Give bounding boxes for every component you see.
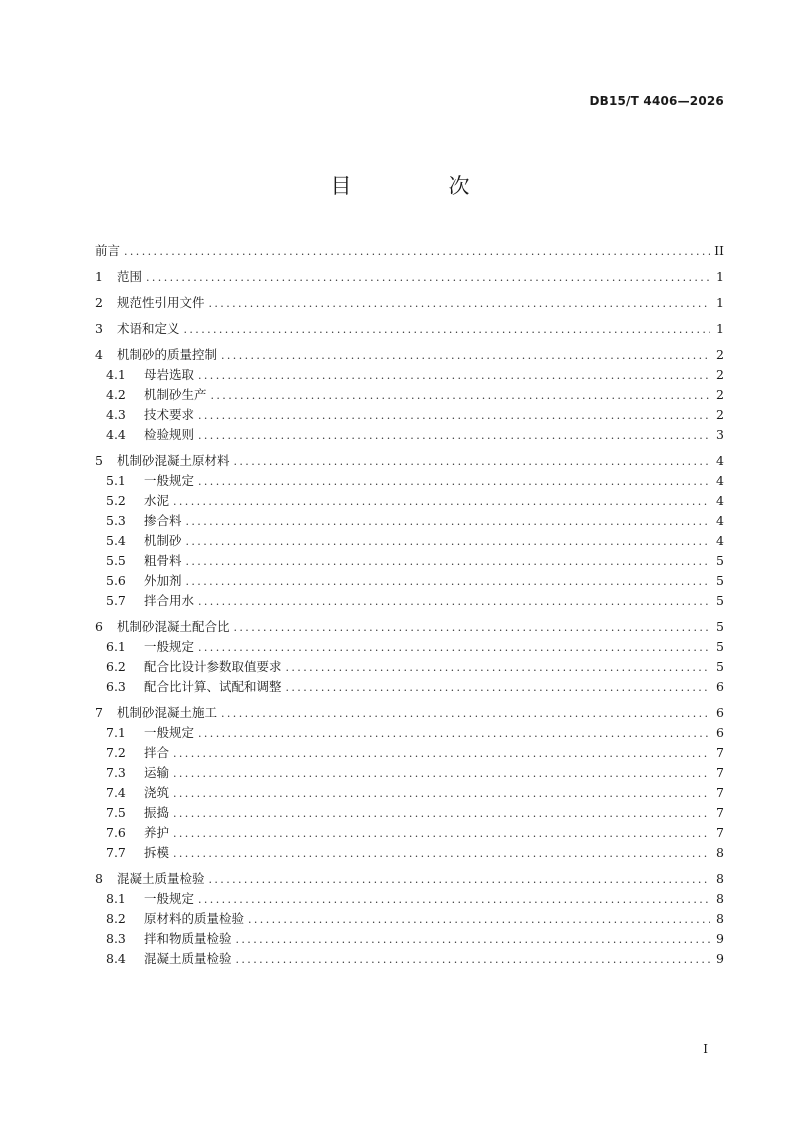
toc-entry[interactable] [95,241,724,261]
toc-entry-page: 5 [716,553,724,568]
toc-entry[interactable] [95,843,724,863]
toc-entry-title: 混凝土质量检验 [144,951,232,966]
toc-entry[interactable] [95,949,724,969]
toc-entry-number: 8.4 [106,951,126,966]
toc-entry-number: 7.7 [106,845,126,860]
toc-dot-leader [211,386,710,406]
toc-entry-title: 养护 [144,825,170,840]
toc-entry[interactable] [95,723,724,743]
toc-entry-page: 9 [716,951,724,966]
toc-entry-page: 7 [716,785,724,800]
toc-entry-title: 前言 [95,243,121,258]
toc-entry-page: 6 [716,725,724,740]
toc-entry[interactable] [95,657,724,677]
toc-dot-leader [124,242,710,262]
toc-entry[interactable] [95,425,724,445]
toc-entry-number: 5.5 [106,553,126,568]
toc-entry-number: 4.3 [106,407,126,422]
toc-entry-number: 7.2 [106,745,126,760]
toc-dot-leader [234,452,710,472]
toc-entry-number: 3 [95,321,103,336]
toc-entry-page: 9 [716,931,724,946]
toc-entry-title: 规范性引用文件 [117,295,205,310]
toc-entry-title: 一般规定 [144,473,195,488]
toc-entry-title: 机制砂混凝土施工 [117,705,218,720]
toc-entry[interactable] [95,677,724,697]
toc-entry[interactable] [95,511,724,531]
page-title: 目 次 [330,174,508,198]
toc-entry[interactable] [95,365,724,385]
toc-dot-leader [173,804,710,824]
toc-entry-title: 机制砂生产 [144,387,207,402]
toc-entry[interactable] [95,743,724,763]
toc-entry-page: 5 [716,573,724,588]
toc-entry-page: 5 [716,619,724,634]
toc-entry-title: 一般规定 [144,891,195,906]
toc-entry-page: 8 [716,871,724,886]
toc-entry-page: 4 [716,513,724,528]
toc-entry-title: 范围 [117,269,143,284]
toc-entry-page: 4 [716,473,724,488]
toc-entry-number: 6.3 [106,679,126,694]
toc-entry-page: 5 [716,639,724,654]
toc-entry-page: 1 [716,295,724,310]
toc-entry-title: 机制砂的质量控制 [117,347,218,362]
toc-entry-page: 8 [716,891,724,906]
toc-entry[interactable] [95,783,724,803]
toc-entry-title: 粗骨料 [144,553,182,568]
toc-entry[interactable] [95,637,724,657]
toc-dot-leader [146,268,710,288]
toc-entry-page: 7 [716,745,724,760]
toc-entry-number: 7.5 [106,805,126,820]
toc-entry-title: 拌合 [144,745,170,760]
toc-entry-page: 2 [716,367,724,382]
toc-dot-leader [234,618,710,638]
toc-dot-leader [221,704,710,724]
toc-entry[interactable] [95,571,724,591]
toc-entry[interactable] [95,551,724,571]
toc-entry-title: 术语和定义 [117,321,180,336]
toc-dot-leader [173,784,710,804]
toc-entry-title: 一般规定 [144,639,195,654]
toc-entry[interactable] [95,267,724,287]
toc-entry-title: 机制砂混凝土配合比 [117,619,230,634]
toc-entry[interactable] [95,929,724,949]
toc-entry-title: 混凝土质量检验 [117,871,205,886]
toc-entry-title: 检验规则 [144,427,195,442]
toc-dot-leader [198,406,710,426]
toc-entry[interactable] [95,405,724,425]
toc-entry-number: 5.1 [106,473,126,488]
toc-entry[interactable] [95,385,724,405]
toc-dot-leader [173,744,710,764]
toc-entry[interactable] [95,451,724,471]
toc-entry[interactable] [95,869,724,889]
toc-entry-page: 6 [716,705,724,720]
toc-entry-page: 7 [716,805,724,820]
toc-entry-number: 5.7 [106,593,126,608]
toc-entry-number: 7.1 [106,725,126,740]
toc-entry-number: 6.2 [106,659,126,674]
toc-entry-title: 浇筑 [144,785,170,800]
toc-entry[interactable] [95,319,724,339]
toc-entry-page: 6 [716,679,724,694]
toc-entry-page: 7 [716,825,724,840]
toc-entry-title: 水泥 [144,493,170,508]
toc-entry-number: 4.4 [106,427,126,442]
toc-entry-number: 8.1 [106,891,126,906]
toc-entry-title: 技术要求 [144,407,195,422]
toc-entry-number: 6.1 [106,639,126,654]
toc-entry[interactable] [95,803,724,823]
toc-entry-page: 5 [716,659,724,674]
toc-entry-page: 5 [716,593,724,608]
toc-entry-page: 2 [716,347,724,362]
toc-entry-number: 1 [95,269,103,284]
toc-entry-page: 8 [716,911,724,926]
toc-dot-leader [173,492,710,512]
toc-dot-leader [186,512,710,532]
toc-entry[interactable] [95,345,724,365]
toc-entry-title: 外加剂 [144,573,182,588]
toc-entry-number: 2 [95,295,103,310]
toc-entry-number: 4 [95,347,103,362]
toc-entry[interactable] [95,591,724,611]
toc-entry[interactable] [95,703,724,723]
toc-entry-number: 5 [95,453,103,468]
toc-dot-leader [173,824,710,844]
toc-dot-leader [198,472,710,492]
toc-dot-leader [173,764,710,784]
toc-entry-number: 6 [95,619,103,634]
toc-entry-title: 拌和物质量检验 [144,931,232,946]
toc-entry[interactable] [95,531,724,551]
toc-entry[interactable] [95,823,724,843]
toc-entry-page: 3 [716,427,724,442]
toc-dot-leader [248,910,710,930]
toc-entry-number: 5.2 [106,493,126,508]
page-number: I [703,1042,708,1056]
toc-entry-number: 4.1 [106,367,126,382]
toc-dot-leader [173,844,710,864]
toc-entry[interactable] [95,909,724,929]
toc-entry-page: 7 [716,765,724,780]
toc-entry-page: 1 [716,269,724,284]
toc-dot-leader [286,678,710,698]
toc-dot-leader [286,658,710,678]
toc-entry-title: 运输 [144,765,170,780]
toc-entry-number: 4.2 [106,387,126,402]
toc-entry[interactable] [95,293,724,313]
toc-dot-leader [198,638,710,658]
toc-entry-title: 拆模 [144,845,170,860]
toc-entry-page: 1 [716,321,724,336]
toc-dot-leader [236,930,710,950]
toc-dot-leader [198,366,710,386]
toc-entry[interactable] [95,889,724,909]
toc-dot-leader [209,294,710,314]
toc-entry-page: 4 [716,493,724,508]
toc-entry[interactable] [95,763,724,783]
toc-entry-page: II [714,243,724,258]
toc-entry-number: 7.6 [106,825,126,840]
toc-dot-leader [221,346,710,366]
toc-dot-leader [186,572,710,592]
toc-dot-leader [198,592,710,612]
toc-entry-number: 7 [95,705,103,720]
toc-entry-title: 机制砂混凝土原材料 [117,453,230,468]
toc-dot-leader [186,552,710,572]
toc-entry-title: 掺合料 [144,513,182,528]
toc-entry-title: 配合比设计参数取值要求 [144,659,282,674]
toc-dot-leader [236,950,710,970]
toc-entry-title: 一般规定 [144,725,195,740]
toc-entry-number: 7.4 [106,785,126,800]
toc-entry-title: 配合比计算、试配和调整 [144,679,282,694]
toc-entry-title: 母岩选取 [144,367,195,382]
toc-entry-title: 机制砂 [144,533,182,548]
toc-entry[interactable] [95,471,724,491]
toc-entry-number: 5.3 [106,513,126,528]
toc-dot-leader [184,320,710,340]
toc-entry-number: 8 [95,871,103,886]
toc-entry-page: 8 [716,845,724,860]
toc-entry-page: 4 [716,533,724,548]
toc-entry-title: 原材料的质量检验 [144,911,245,926]
toc-entry-page: 4 [716,453,724,468]
toc-entry-page: 2 [716,407,724,422]
toc-entry-number: 5.4 [106,533,126,548]
toc-entry[interactable] [95,491,724,511]
toc-entry-number: 8.3 [106,931,126,946]
toc-dot-leader [198,426,710,446]
toc-dot-leader [198,724,710,744]
toc-entry-title: 拌合用水 [144,593,195,608]
document-code: DB15/T 4406—2026 [589,94,724,108]
toc-dot-leader [198,890,710,910]
toc-entry[interactable] [95,617,724,637]
toc-entry-title: 振捣 [144,805,170,820]
toc-entry-number: 8.2 [106,911,126,926]
toc-entry-number: 7.3 [106,765,126,780]
toc-entry-number: 5.6 [106,573,126,588]
table-of-contents [95,241,724,969]
toc-entry-page: 2 [716,387,724,402]
toc-dot-leader [186,532,710,552]
toc-dot-leader [209,870,710,890]
